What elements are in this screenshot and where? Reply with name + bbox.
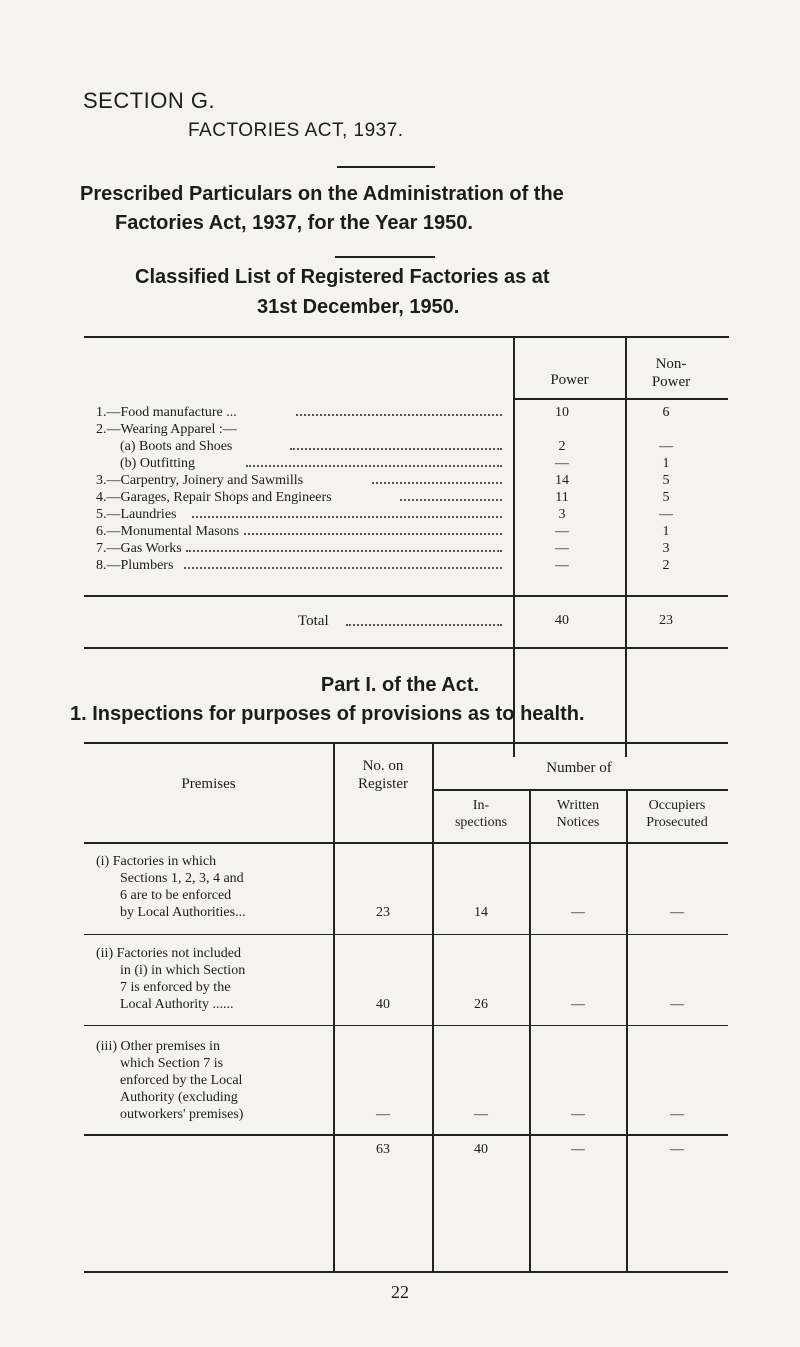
part-subtitle: 1. Inspections for purposes of provisions as to health. bbox=[70, 703, 585, 725]
register-value: 40 bbox=[376, 997, 390, 1012]
table-row-label: 7.—Gas Works bbox=[96, 541, 182, 556]
col-header-occupiers-1: Occupiers bbox=[648, 798, 706, 813]
page-number: 22 bbox=[391, 1282, 409, 1302]
notices-value: — bbox=[571, 997, 585, 1012]
power-value: 2 bbox=[558, 439, 566, 454]
inspections-value: 14 bbox=[474, 905, 488, 920]
nonpower-value: 6 bbox=[662, 405, 670, 420]
prosecuted-value: — bbox=[670, 905, 684, 920]
total-register: 63 bbox=[376, 1142, 390, 1157]
col-header-nonpower-1: Non- bbox=[655, 356, 687, 372]
nonpower-value: 2 bbox=[662, 558, 670, 573]
divider bbox=[335, 256, 435, 258]
nonpower-value: — bbox=[659, 439, 673, 454]
power-value: 10 bbox=[555, 405, 569, 420]
part-title: Part I. of the Act. bbox=[320, 674, 480, 696]
col-header-written-2: Notices bbox=[556, 815, 600, 830]
power-value: — bbox=[555, 558, 569, 573]
table-row-label: 3.—Carpentry, Joinery and Sawmills bbox=[96, 473, 304, 488]
inspections-value: 26 bbox=[474, 997, 488, 1012]
nonpower-value: 5 bbox=[662, 490, 670, 505]
notices-value: — bbox=[571, 905, 585, 920]
total-prosecuted: — bbox=[670, 1142, 684, 1157]
table-row-label: 8.—Plumbers bbox=[96, 558, 174, 573]
total-inspections: 40 bbox=[474, 1142, 488, 1157]
total-notices: — bbox=[571, 1142, 585, 1157]
power-value: 11 bbox=[555, 490, 569, 505]
table-row-label: 5.—Laundries bbox=[96, 507, 177, 522]
col-header-occupiers-2: Prosecuted bbox=[646, 815, 708, 830]
act-heading: FACTORIES ACT, 1937. bbox=[188, 120, 404, 141]
table-row-label: 6.—Monumental Masons bbox=[96, 524, 240, 539]
col-header-number-of: Number of bbox=[546, 760, 612, 776]
table-row-label: 1.—Food manufacture ... bbox=[96, 405, 237, 420]
nonpower-value: — bbox=[659, 507, 673, 522]
classified-date: 31st December, 1950. bbox=[257, 296, 460, 318]
total-nonpower: 23 bbox=[659, 613, 673, 628]
nonpower-value: 1 bbox=[662, 456, 670, 471]
nonpower-value: 1 bbox=[662, 524, 670, 539]
notices-value: — bbox=[571, 1107, 585, 1122]
power-value: — bbox=[555, 524, 569, 539]
total-power: 40 bbox=[555, 613, 569, 628]
col-header-inspections-2: spections bbox=[454, 815, 508, 830]
col-header-premises: Premises bbox=[181, 776, 236, 792]
table-row-label: (a) Boots and Shoes bbox=[120, 439, 233, 454]
col-header-nonpower-2: Power bbox=[651, 374, 691, 390]
nonpower-value: 3 bbox=[662, 541, 670, 556]
prosecuted-value: — bbox=[670, 1107, 684, 1122]
col-header-register-2: Register bbox=[358, 776, 408, 792]
col-header-register-1: No. on bbox=[362, 758, 404, 774]
prosecuted-value: — bbox=[670, 997, 684, 1012]
power-value: 3 bbox=[558, 507, 566, 522]
section-heading: SECTION G. bbox=[83, 88, 216, 113]
col-header-inspections-1: In- bbox=[472, 798, 490, 813]
table-row-label: (b) Outfitting bbox=[120, 456, 196, 471]
col-header-power: Power bbox=[550, 372, 589, 388]
power-value: 14 bbox=[555, 473, 569, 488]
col-header-written-1: Written bbox=[556, 798, 600, 813]
power-value: — bbox=[555, 541, 569, 556]
prescribed-title: Prescribed Particulars on the Administration of the bbox=[80, 183, 564, 205]
table-row-label: 4.—Garages, Repair Shops and Engineers bbox=[96, 490, 332, 505]
register-value: 23 bbox=[376, 905, 390, 920]
divider bbox=[337, 166, 435, 168]
table-row-label: 2.—Wearing Apparel :— bbox=[96, 422, 237, 437]
inspections-value: — bbox=[474, 1107, 488, 1122]
register-value: — bbox=[376, 1107, 390, 1122]
classified-title: Classified List of Registered Factories as at bbox=[135, 266, 550, 288]
nonpower-value: 5 bbox=[662, 473, 670, 488]
total-label: Total bbox=[298, 613, 329, 629]
prescribed-subtitle: Factories Act, 1937, for the Year 1950. bbox=[115, 212, 473, 234]
power-value: — bbox=[555, 456, 569, 471]
